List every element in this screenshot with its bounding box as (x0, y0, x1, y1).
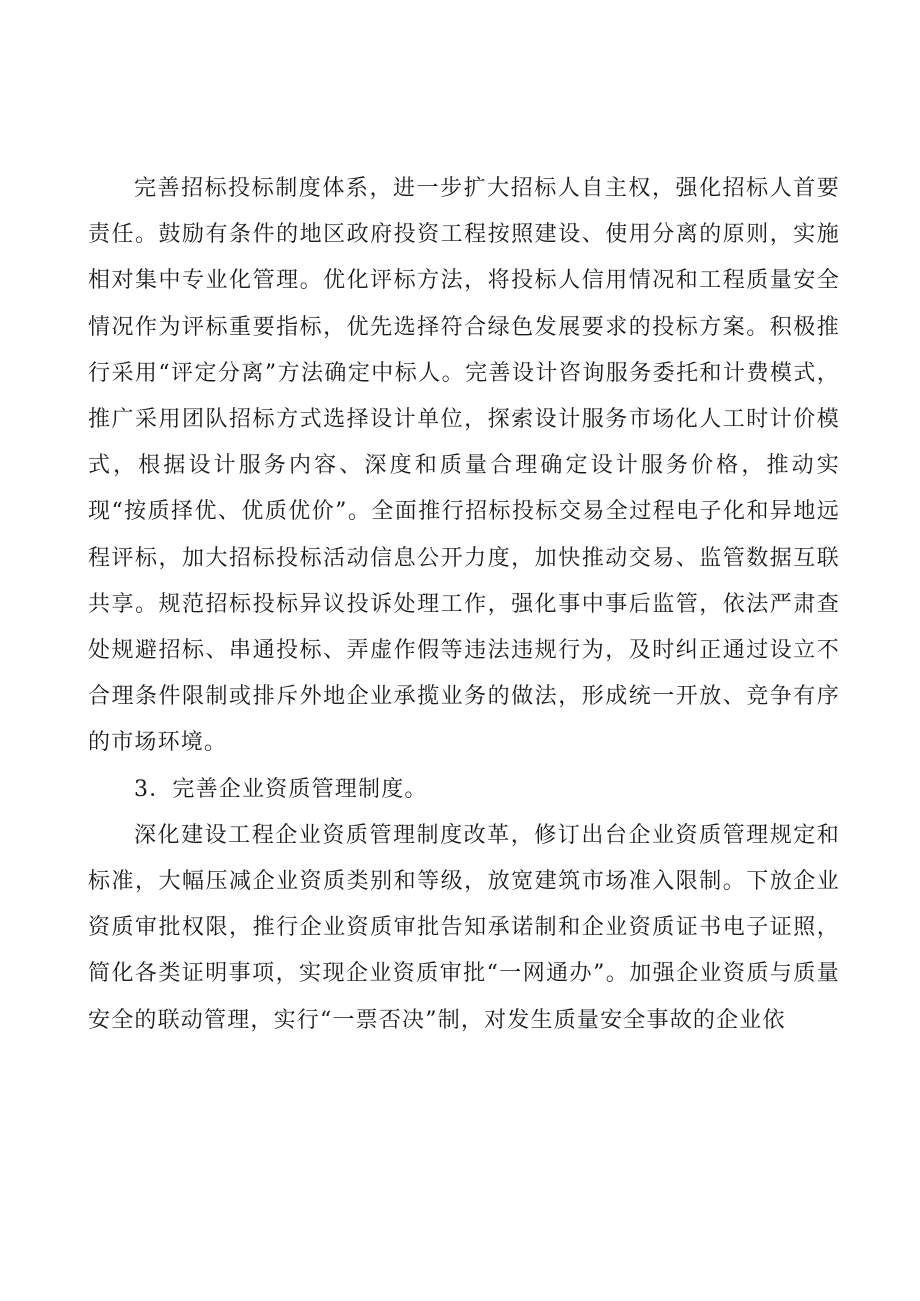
document-body (88, 166, 840, 1044)
section-heading-qualification: 3．完善企业资质管理制度。 (134, 776, 428, 802)
paragraph-tendering-system: 完善招标投标制度体系，进一步扩大招标人自主权，强化招标人首要责任。鼓励有条件的地区政府投资工程按照建设、使用分离的原则，实施相对集中专业化管理。优化评标方法，将投标人信用情况和工程质量安全情况作为评标重要指标，优先选择符合绿色发展要求的投标方案。积极推行采用“评定分离”方法确定中标人。完善设计咨询服务委托和计费模式，推广采用团队招标方式选择设计单位，探索设计服务市场化人工时计价模式，根据设计服务内容、深度和质量合理确定设计服务价格，推动实现“按质择优、优质优价”。全面推行招标投标交易全过程电子化和异地远程评标，加大招标投标活动信息公开力度，加快推动交易、监管数据互联共享。规范招标投标异议投诉处理工作，强化事中事后监管，依法严肃查处规避招标、串通投标、弄虚作假等违法违规行为，及时纠正通过设立不合理条件限制或排斥外地企业承揽业务的做法，形成统一开放、竞争有序的市场环境。 (88, 176, 840, 756)
paragraph-qualification-reform: 深化建设工程企业资质管理制度改革，修订出台企业资质管理规定和标准，大幅压减企业资质类别和等级，放宽建筑市场准入限制。下放企业资质审批权限，推行企业资质审批告知承诺制和企业资质证书电子证照，简化各类证明事项，实现企业资质审批“一网通办”。加强企业资质与质量安全的联动管理，实行“一票否决”制，对发生质量安全事故的企业依 (88, 822, 840, 1033)
